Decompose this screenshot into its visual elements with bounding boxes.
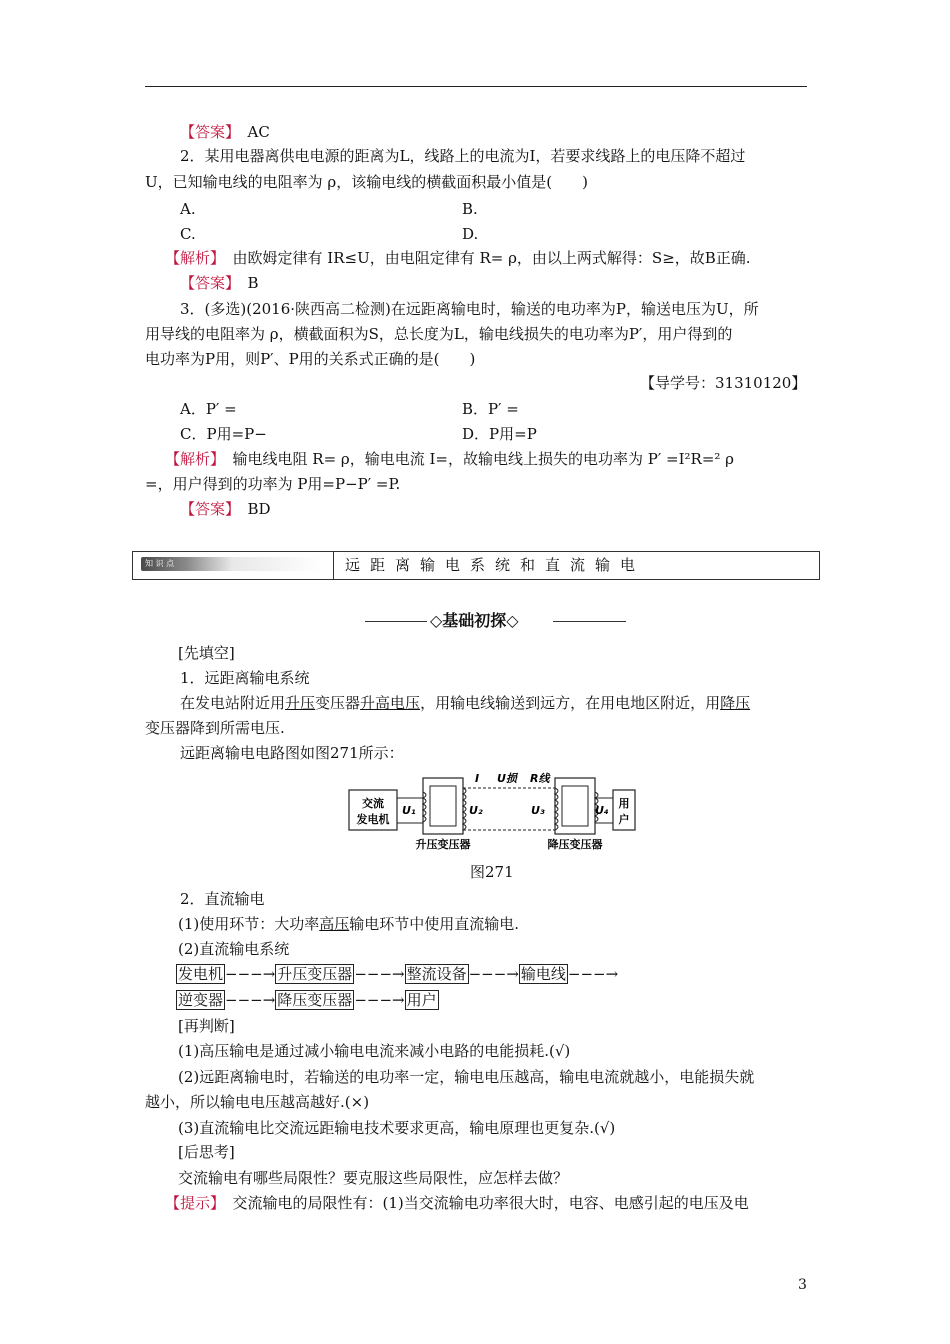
u3-label: U₃ xyxy=(531,804,545,817)
text: 在发电站附近用 xyxy=(180,694,286,712)
header-rule xyxy=(145,86,807,87)
q2-option-d: D. xyxy=(462,225,479,243)
transmission-diagram xyxy=(345,768,640,853)
text: 输电环节中使用直流输电. xyxy=(349,915,520,933)
text: ，用输电线输送到远方，在用电地区附近，用 xyxy=(420,694,721,712)
arrow-icon: −−−→ xyxy=(225,965,276,983)
pill-label: 知 识 点 xyxy=(145,559,175,568)
heading-rule-right xyxy=(553,621,626,622)
chain-box: 降压变压器 xyxy=(277,991,353,1009)
q2-analysis xyxy=(165,247,751,269)
hint xyxy=(165,1192,749,1214)
text: (1)使用环节：大功率 xyxy=(178,915,320,933)
p1-fig-intro: 远距离输电电路图如图271所示： xyxy=(180,744,404,762)
section-bar xyxy=(132,551,820,580)
chain-box: 逆变器 xyxy=(178,991,224,1009)
q2-option-a: A. xyxy=(180,200,196,218)
analysis-text: 由欧姆定律有 IR≤U，由电阻定律有 R= ρ，由以上两式解得：S≥，故B正确. xyxy=(217,249,751,267)
figure-caption: 图271 xyxy=(470,863,514,881)
chain-box: 用户 xyxy=(406,991,437,1009)
step-up-label: 升压变压器 xyxy=(415,838,471,851)
p1-line2: 变压器降到所需电压. xyxy=(145,719,285,737)
q3-option-d: D．P用=P xyxy=(462,425,537,443)
q3-option-a: A．P′ = xyxy=(180,400,237,418)
arrow-icon: −−−→ xyxy=(354,991,405,1009)
user-label-2: 户 xyxy=(618,813,630,826)
answer-text: B xyxy=(232,274,259,292)
u4-label: U₄ xyxy=(595,804,609,817)
line-resistance-label: R线 xyxy=(530,772,550,785)
arrow-icon: −−−→ xyxy=(567,965,619,983)
chain-box: 升压变压器 xyxy=(277,965,353,983)
judge-2-line1: (2)远距离输电时，若输送的电功率一定，输电电压越高，输电电流就越小，电能损失就 xyxy=(178,1068,755,1086)
generator-label-2: 发电机 xyxy=(356,813,390,826)
q2-answer xyxy=(180,272,259,294)
p1-title: 1．远距离输电系统 xyxy=(180,669,310,687)
think-question: 交流输电有哪些局限性？要克服这些局限性，应怎样去做？ xyxy=(178,1169,569,1187)
q3-analysis xyxy=(165,448,734,470)
q2-line2: U，已知输电线的电阻率为 ρ，该输电线的横截面积最小值是( ) xyxy=(145,173,588,191)
dc-chain-2 xyxy=(176,989,439,1011)
blank-answer: 升高电压 xyxy=(360,694,421,712)
knowledge-point-pill xyxy=(141,557,323,571)
blank-answer: 升压 xyxy=(285,694,316,712)
section-title: 远距离输电系统和直流输电 xyxy=(345,556,646,574)
guide-number: 【导学号：31310120】 xyxy=(640,374,807,392)
chain-box: 发电机 xyxy=(178,965,224,983)
p1-line1 xyxy=(180,692,750,714)
answer-text: AC xyxy=(232,123,270,141)
step-down-label: 降压变压器 xyxy=(547,838,603,851)
arrow-icon: −−−→ xyxy=(468,965,519,983)
q3-line3: 电功率为P用，则P′、P用的关系式正确的是( ) xyxy=(145,350,476,368)
section-heading: ◇基础初探◇ xyxy=(430,611,519,630)
answer-tag: 【答案】 xyxy=(180,500,233,518)
q3-analysis-line2: =，用户得到的功率为 P用=P−P′ =P. xyxy=(145,475,401,493)
user-label-1: 用 xyxy=(618,797,630,810)
judge-2-line2: 越小，所以输电电压越高越好.(×) xyxy=(145,1093,370,1111)
q3-option-c: C．P用=P− xyxy=(180,425,267,443)
step-down-core-inner xyxy=(562,786,588,826)
q3-answer xyxy=(180,498,271,520)
p2-title: 2．直流输电 xyxy=(180,890,265,908)
think-tag: [后思考] xyxy=(178,1143,235,1161)
blank-answer: 降压 xyxy=(720,694,751,712)
q3-line1: 3．(多选)(2016·陕西高二检测)在远距离输电时，输送的电功率为P，输送电压为U，所 xyxy=(180,300,759,318)
p2-item2: (2)直流输电系统 xyxy=(178,940,290,958)
dc-chain-1 xyxy=(176,963,618,985)
u1-label: U₁ xyxy=(402,804,416,817)
q3-line2: 用导线的电阻率为 ρ，横截面积为S，总长度为L，输电线损失的电功率为P′，用户得到的 xyxy=(145,325,733,343)
u2-label: U₂ xyxy=(469,804,483,817)
judge-3: (3)直流输电比交流远距输电技术要求更高，输电原理也更复杂.(√) xyxy=(178,1119,616,1137)
hint-text: 交流输电的局限性有：(1)当交流输电功率很大时，电容、电感引起的电压及电 xyxy=(217,1194,749,1212)
answer-tag: 【答案】 xyxy=(180,123,233,141)
q2-line1: 2．某用电器离供电电源的距离为L，线路上的电流为I，若要求线路上的电压降不超过 xyxy=(180,147,746,165)
generator-label-1: 交流 xyxy=(362,797,384,810)
step-up-core-inner xyxy=(430,786,456,826)
fill-tag: [先填空] xyxy=(178,644,235,662)
q2-option-c: C. xyxy=(180,225,196,243)
hint-tag: 【提示】 xyxy=(165,1194,218,1212)
section-bar-left xyxy=(133,552,334,579)
heading-rule-left xyxy=(365,621,427,622)
chain-box: 输电线 xyxy=(520,965,566,983)
answer-tag: 【答案】 xyxy=(180,274,233,292)
page-number: 3 xyxy=(798,1277,807,1293)
analysis-tag: 【解析】 xyxy=(165,450,218,468)
q1-answer xyxy=(180,121,270,143)
p2-item1 xyxy=(178,913,519,935)
analysis-tag: 【解析】 xyxy=(165,249,218,267)
judge-tag: [再判断] xyxy=(178,1017,235,1035)
analysis-text: 输电线电阻 R= ρ，输电电流 I=，故输电线上损失的电功率为 P′ =I²R=² ρ xyxy=(217,450,735,468)
answer-text: BD xyxy=(232,500,271,518)
chain-box: 整流设备 xyxy=(406,965,467,983)
arrow-icon: −−−→ xyxy=(354,965,405,983)
voltage-loss-label: U损 xyxy=(497,772,517,785)
q2-option-b: B. xyxy=(462,200,478,218)
q3-option-b: B．P′ = xyxy=(462,400,519,418)
judge-1: (1)高压输电是通过减小输电电流来减小电路的电能损耗.(√) xyxy=(178,1042,571,1060)
blank-answer: 高压 xyxy=(319,915,350,933)
arrow-icon: −−−→ xyxy=(225,991,276,1009)
text: 变压器 xyxy=(315,694,361,712)
current-label: I xyxy=(475,772,480,785)
